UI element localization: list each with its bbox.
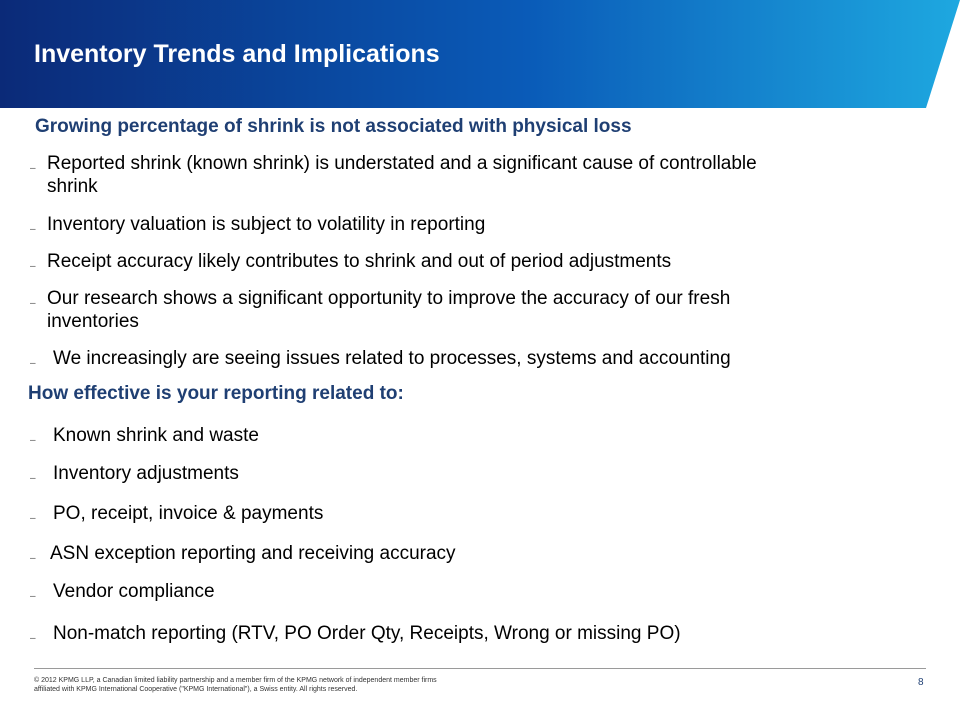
section2-heading: How effective is your reporting related to: bbox=[28, 383, 404, 404]
dash-bullet-icon: – bbox=[30, 358, 36, 369]
dash-bullet-icon: – bbox=[30, 261, 36, 272]
copyright-line-2: affiliated with KPMG International Cooperative ("KPMG International"), a Swiss entity. All rights reserved. bbox=[34, 686, 358, 693]
bullet-text-line2: shrink bbox=[47, 176, 98, 197]
bullet-text: Receipt accuracy likely contributes to shrink and out of period adjustments bbox=[47, 251, 672, 272]
bullet-text: ASN exception reporting and receiving accuracy bbox=[50, 543, 456, 564]
bullet-text: Vendor compliance bbox=[53, 581, 215, 602]
bullet-text: We increasingly are seeing issues related to processes, systems and accounting bbox=[53, 348, 731, 369]
bullet-text: Non-match reporting (RTV, PO Order Qty, Receipts, Wrong or missing PO) bbox=[53, 623, 681, 644]
list-item bbox=[30, 347, 950, 371]
bullet-text: Inventory adjustments bbox=[53, 463, 239, 484]
bullet-text: Known shrink and waste bbox=[53, 425, 259, 446]
list-item bbox=[30, 462, 950, 486]
list-item bbox=[30, 580, 950, 604]
slide-title: Inventory Trends and Implications bbox=[34, 40, 440, 68]
list-item bbox=[30, 542, 950, 566]
list-item bbox=[30, 287, 950, 335]
bullet-text-line2: inventories bbox=[47, 311, 139, 332]
dash-bullet-icon: – bbox=[30, 163, 36, 174]
dash-bullet-icon: – bbox=[30, 553, 36, 564]
dash-bullet-icon: – bbox=[30, 591, 36, 602]
dash-bullet-icon: – bbox=[30, 513, 36, 524]
copyright-line-1: © 2012 KPMG LLP, a Canadian limited liability partnership and a member firm of the KPMG network of independent member firms bbox=[34, 677, 437, 684]
footer-divider bbox=[34, 668, 926, 669]
list-item bbox=[30, 622, 950, 646]
list-item bbox=[30, 213, 950, 237]
dash-bullet-icon: – bbox=[30, 633, 36, 644]
dash-bullet-icon: – bbox=[30, 298, 36, 309]
dash-bullet-icon: – bbox=[30, 435, 36, 446]
footer-copyright bbox=[34, 676, 554, 694]
bullet-text-line1: Reported shrink (known shrink) is understated and a significant cause of controllable bbox=[47, 153, 757, 174]
bullet-text: Inventory valuation is subject to volatility in reporting bbox=[47, 214, 486, 235]
page-number: 8 bbox=[918, 677, 924, 688]
section1-heading: Growing percentage of shrink is not associated with physical loss bbox=[35, 116, 632, 137]
list-item bbox=[30, 250, 950, 274]
bullet-text-line1: Our research shows a significant opportunity to improve the accuracy of our fresh bbox=[47, 288, 731, 309]
list-item bbox=[30, 152, 950, 200]
dash-bullet-icon: – bbox=[30, 224, 36, 235]
list-item bbox=[30, 502, 950, 526]
dash-bullet-icon: – bbox=[30, 473, 36, 484]
list-item bbox=[30, 424, 950, 448]
bullet-text: PO, receipt, invoice & payments bbox=[53, 503, 324, 524]
